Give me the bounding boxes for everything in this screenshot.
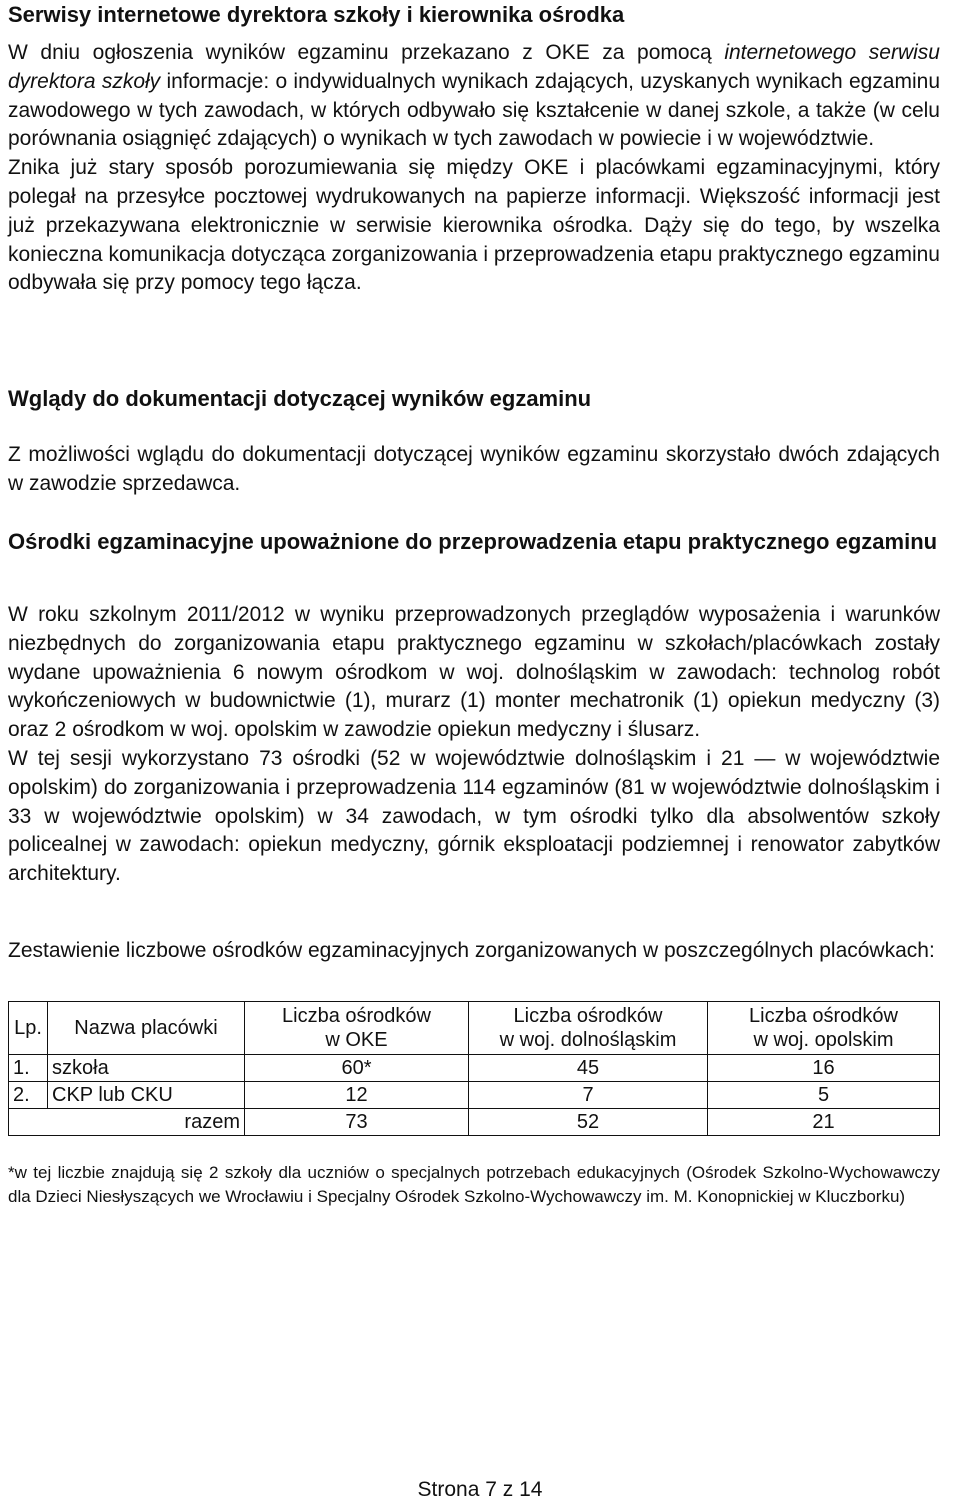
header-name: Nazwa placówki <box>48 1002 245 1055</box>
section-heading-web-services: Serwisy internetowe dyrektora szkoły i kierownika ośrodka <box>8 2 625 27</box>
table-footnote: *w tej liczbie znajdują się 2 szkoły dla uczniów o specjalnych potrzebach edukacyjnych (Ośrodek Szkolno-Wychowawczy dla Dzieci Niesłyszących we Wrocławiu i Specjalny Ośrodek Szkolno-Wychowawczy im. M. Konopnickiej w Kluczborku) <box>8 1163 940 1206</box>
header-oke: Liczba ośrodków w OKE <box>245 1002 469 1055</box>
cell-total-dolnoslaskie: 52 <box>469 1109 708 1136</box>
table-row <box>9 1055 940 1082</box>
cell-oke: 60* <box>245 1055 469 1082</box>
cell-total-label: razem <box>9 1109 245 1136</box>
paragraph-exam-centres-2: W tej sesji wykorzystano 73 ośrodki (52 w województwie dolnośląskim i 21 — w województwie opolskim) do zorganizowania i przeprowadzenia 114 egzaminów (81 w województwie dolnośląskim i 33 w województwie opolskim) w 34 zawodach, w tym ośrodki tylko dla absolwentów szkoły policealnej w zawodach: opiekun medyczny, górnik eksploatacji podziemnej i renowator zabytków architektury. <box>8 746 940 886</box>
section-heading-inspections: Wglądy do dokumentacji dotyczącej wyników egzaminu <box>8 386 592 411</box>
header-opolskie: Liczba ośrodków w woj. opolskim <box>708 1002 940 1055</box>
section-inspections <box>8 441 940 499</box>
table-row <box>9 1082 940 1109</box>
cell-opolskie: 5 <box>708 1082 940 1109</box>
cell-lp: 1. <box>9 1055 48 1082</box>
section-exam-centres <box>8 601 940 889</box>
summary-intro: Zestawienie liczbowe ośrodków egzaminacyjnych zorganizowanych w poszczególnych placówkach: <box>8 939 935 962</box>
paragraph-exam-centres-1: W roku szkolnym 2011/2012 w wyniku przeprowadzonych przeglądów wyposażenia i warunków niezbędnych do zorganizowania etapu praktycznego egzaminu w szkołach/placówkach zostały wydane upoważnienia 6 nowym ośrodkom w woj. dolnośląskim w zawodach: technolog robót wykończeniowych w budownictwie (1), murarz (1) monter mechatronik (1) opiekun medyczny (3) oraz 2 ośrodkom w woj. opolskim w zawodzie opiekun medyczny i ślusarz. <box>8 603 940 742</box>
section-heading-exam-centres: Ośrodki egzaminacyjne upoważnione do przeprowadzenia etapu praktycznego egzaminu <box>8 529 938 554</box>
cell-total-opolskie: 21 <box>708 1109 940 1136</box>
emphasis-service-name: internetowego serwisu dyrektora szkoły <box>8 41 940 93</box>
table-header-row <box>9 1002 940 1055</box>
cell-lp: 2. <box>9 1082 48 1109</box>
cell-dolnoslaskie: 45 <box>469 1055 708 1082</box>
header-dolnoslaskie: Liczba ośrodków w woj. dolnośląskim <box>469 1002 708 1055</box>
cell-name: szkoła <box>48 1055 245 1082</box>
page-number: Strona 7 z 14 <box>417 1478 543 1501</box>
cell-total-oke: 73 <box>245 1109 469 1136</box>
section-summary <box>8 937 940 966</box>
summary-table <box>8 1001 940 1136</box>
cell-name: CKP lub CKU <box>48 1082 245 1109</box>
paragraph-web-services-2: Znika już stary sposób porozumiewania się między OKE i placówkami egzaminacyjnymi, który polegał na przesyłce pocztowej wydrukowanych na papierze informacji. Większość informacji jest już przekazywana elektronicznie w serwisie kierownika ośrodka. Dąży się do tego, by wszelka konieczna komunikacja dotycząca zorganizowania i przeprowadzenia etapu praktycznego egzaminu odbywała się przy pomocy tego łącza. <box>8 156 940 295</box>
table-total-row <box>9 1109 940 1136</box>
paragraph-web-services-1: W dniu ogłoszenia wyników egzaminu przekazano z OKE za pomocą internetowego serwisu dyrektora szkoły informacje: o indywidualnych wynikach zdających, uzyskanych wynikach egzaminu zawodowego w tych zawodach, w których odbywało się kształcenie w danej szkole, a także (w celu porównania osiągnięć zdających) o wynikach w tych zawodach w powiecie i w województwie. <box>8 41 940 151</box>
section-web-services <box>8 39 940 298</box>
header-lp: Lp. <box>9 1002 48 1055</box>
cell-opolskie: 16 <box>708 1055 940 1082</box>
cell-dolnoslaskie: 7 <box>469 1082 708 1109</box>
cell-oke: 12 <box>245 1082 469 1109</box>
paragraph-inspections: Z możliwości wglądu do dokumentacji dotyczącej wyników egzaminu skorzystało dwóch zdających w zawodzie sprzedawca. <box>8 443 940 495</box>
